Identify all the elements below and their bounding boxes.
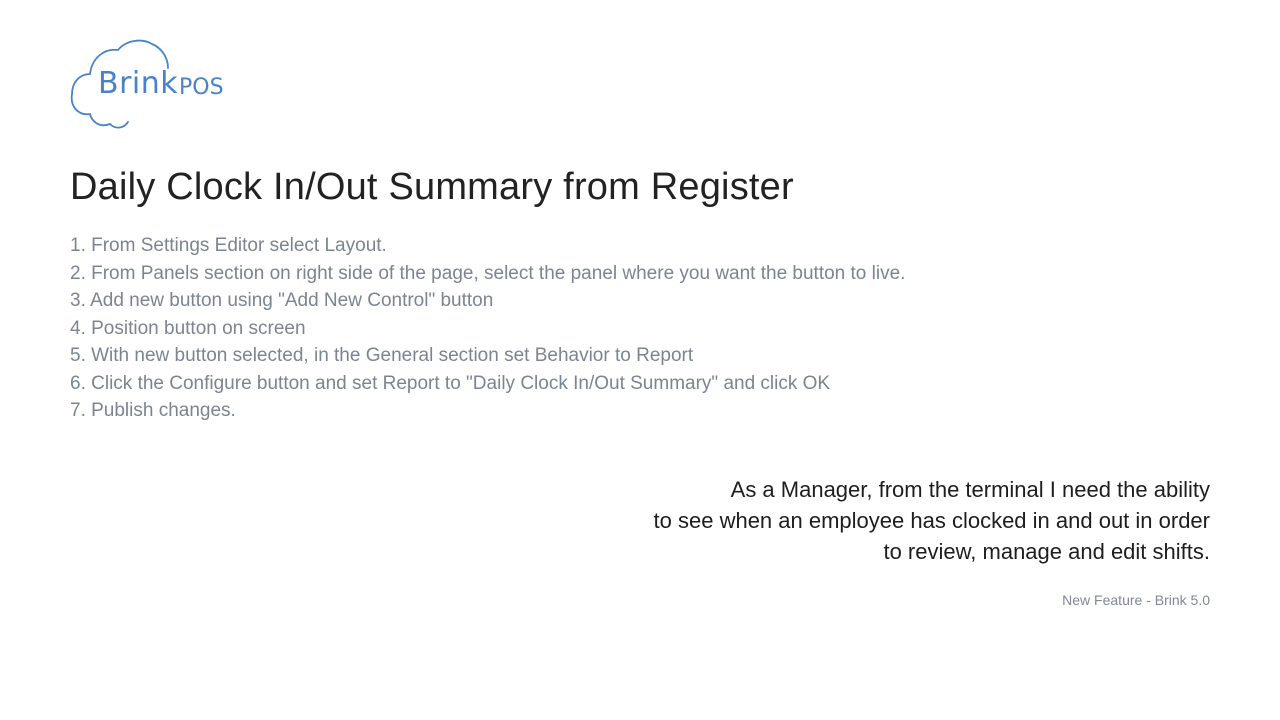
step-item: 2. From Panels section on right side of the page, select the panel where you want the button to live.: [70, 262, 906, 284]
step-item: 4. Position button on screen: [70, 317, 306, 339]
brink-pos-logo: [66, 36, 246, 132]
user-story-line: to review, manage and edit shifts.: [883, 539, 1210, 564]
step-item: 5. With new button selected, in the General section set Behavior to Report: [70, 345, 694, 366]
step-item: 1. From Settings Editor select Layout.: [70, 235, 387, 256]
step-item: 7. Publish changes.: [70, 400, 236, 421]
page-title: Daily Clock In/Out Summary from Register: [70, 166, 794, 208]
logo-brand-text: Brink: [98, 66, 179, 101]
user-story-line: to see when an employee has clocked in and out in order: [653, 508, 1210, 533]
feature-footnote: New Feature - Brink 5.0: [1062, 592, 1210, 608]
step-item: 3. Add new button using "Add New Control" button: [70, 290, 494, 311]
instruction-steps: [70, 232, 905, 425]
user-story-line: As a Manager, from the terminal I need the ability: [730, 477, 1210, 502]
logo-product-text: POS: [179, 75, 224, 100]
step-item: 6. Click the Configure button and set Report to "Daily Clock In/Out Summary" and click OK: [70, 372, 831, 394]
user-story: [510, 474, 1210, 567]
